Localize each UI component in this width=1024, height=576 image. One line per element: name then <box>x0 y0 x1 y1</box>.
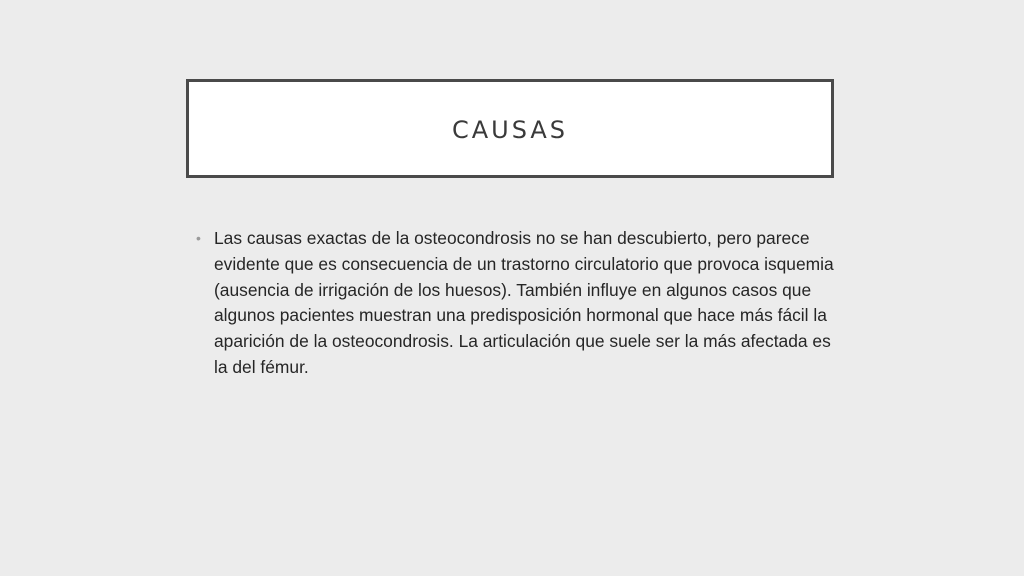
bullet-item <box>196 226 836 381</box>
bullet-icon: • <box>196 230 201 246</box>
title-box <box>186 79 834 178</box>
bullet-text: Las causas exactas de la osteocondrosis no se han descubierto, pero parece evidente que es consecuencia de un trastorno circulatorio que provoca isquemia (ausencia de irrigación de los huesos). También influye en algunos casos que algunos pacientes muestran una predisposición hormonal que hace más fácil la aparición de la osteocondrosis. La articulación que suele ser la más afectada es la del fémur. <box>214 228 834 377</box>
slide-title: CAUSAS <box>451 115 569 144</box>
body-content <box>196 226 836 381</box>
